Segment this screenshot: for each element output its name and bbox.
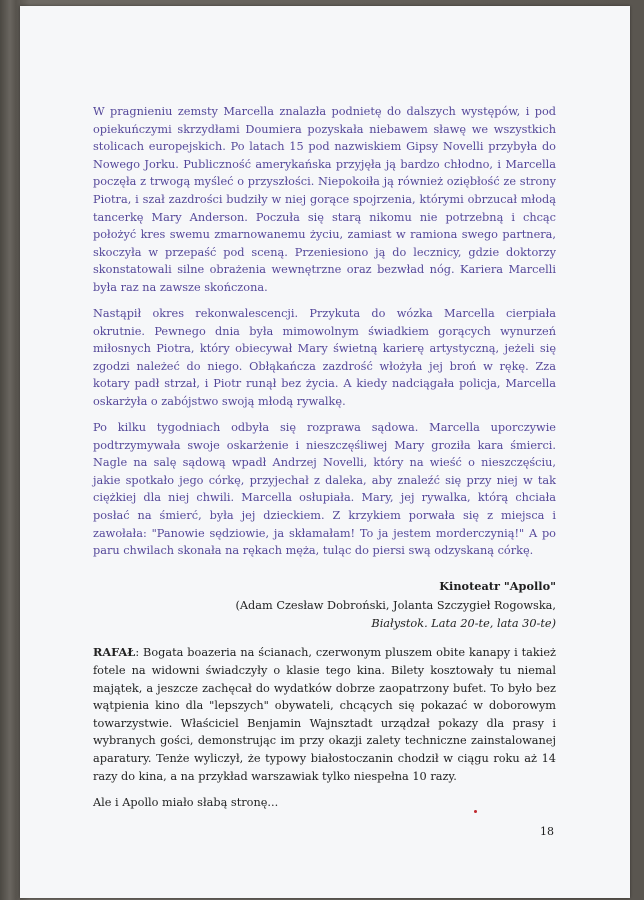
- page-content: [93, 103, 556, 820]
- speaker-name: RAFAŁ: [93, 645, 136, 660]
- document-page: [20, 6, 630, 898]
- story-continuation: [93, 103, 556, 560]
- story-paragraph-1: W pragnieniu zemsty Marcella znalazła podnietę do dalszych występów, i pod opiekuńczymi skrzydłami Doumiera pozyskała niebawem sławę we wszystkich stolicach europejskich. Po latach 15 pod nazwiskiem Gipsy Novelli przybyła do Nowego Jorku. Publiczność amerykańska przyjęła ją bardzo chłodno, i Marcella poczęła z trwogą myśleć o przyszłości. Niepokoiła ją również oziębłość ze strony Piotra, i szał zazdrości budziły w niej gorące spojrzenia, którymi obrzucał młodą tancerkę Mary Anderson. Poczuła się starą nikomu nie potrzebną i chcąc położyć kres swemu zmarnowanemu życiu, zamiast w ramiona swego partnera, skoczyła w przepaść pod sceną. Przeniesiono ją do lecznicy, gdzie doktorzy skonstatowali silne obrażenia wewnętrzne oraz bezwład nóg. Kariera Marcelli była raz na zawsze skończona.: [93, 105, 556, 294]
- section-source: [93, 615, 556, 633]
- article-closing: Ale i Apollo miało słabą stronę...: [93, 795, 279, 809]
- section-title: Kinoteatr "Apollo": [439, 578, 556, 593]
- speaker-colon: :: [135, 646, 140, 660]
- page-number: 18: [540, 825, 554, 838]
- story-paragraph-3: Po kilku tygodniach odbyła się rozprawa sądowa. Marcella uporczywie podtrzymywała swoje oskarżenie i nieszczęśliwej Mary groziła kara śmierci. Nagle na salę sądową wpadł Andrzej Novelli, który na wieść o nieszczęściu, jakie spotkało jego córkę, przyjechał z daleka, aby znaleźć się przy niej w tak ciężkiej dla niej chwili. Marcella osłupiała. Mary, jej rywalka, którą chciała posłać na śmierć, była jej dzieckiem. Z krzykiem porwała się z miejsca i zawołała: "Panowie sędziowie, ja skłamałam! To ja jestem morderczynią!" A po paru chwilach skonała na rękach męża, tuląc do piersi swą odzyskaną córkę.: [93, 421, 556, 558]
- section-place: Białystok. Lata 20-te, lata 30-te): [371, 616, 556, 630]
- red-ink-dot: [474, 810, 477, 813]
- article-paragraph: [93, 644, 556, 785]
- story-paragraph-2: Nastąpił okres rekonwalescencji. Przykuta do wózka Marcella cierpiała okrutnie. Pewnego dnia była mimowolnym świadkiem gorących wynurzeń miłosnych Piotra, który obiecywał Mary świetną karierę artystyczną, jeżeli się zgodzi należeć do niego. Obłąkańcza zazdrość włożyła jej broń w rękę. Zza kotary padł strzał, i Piotr runął bez życia. A kiedy nadciągała policja, Marcella oskarżyła o zabójstwo swoją młodą rywalkę.: [93, 307, 556, 408]
- article-body: Bogata boazeria na ścianach, czerwonym pluszem obite kanapy i takież fotele na widowni świadczyły o klasie tego kina. Bilety kosztowały tu niemal majątek, a jeszcze zachęcał do wydatków dobrze zaopatrzony bufet. To było bez wątpienia kino dla "lepszych" obywateli, chcących się pokazać w doborowym towarzystwie. Właściciel Benjamin Wajnsztadt urządzał pokazy dla prasy i wybranych gości, demonstrując im przy okazji zalety techniczne zainstalowanej aparatury. Tenże wyliczył, że typowy białostoczanin chodził w ciągu roku aż 14 razy do kina, a na przykład warszawiak tylko niespełna 10 razy.: [93, 646, 556, 783]
- article: [93, 644, 556, 811]
- section-authors: (Adam Czesław Dobroński, Jolanta Szczygieł Rogowska,: [235, 599, 556, 613]
